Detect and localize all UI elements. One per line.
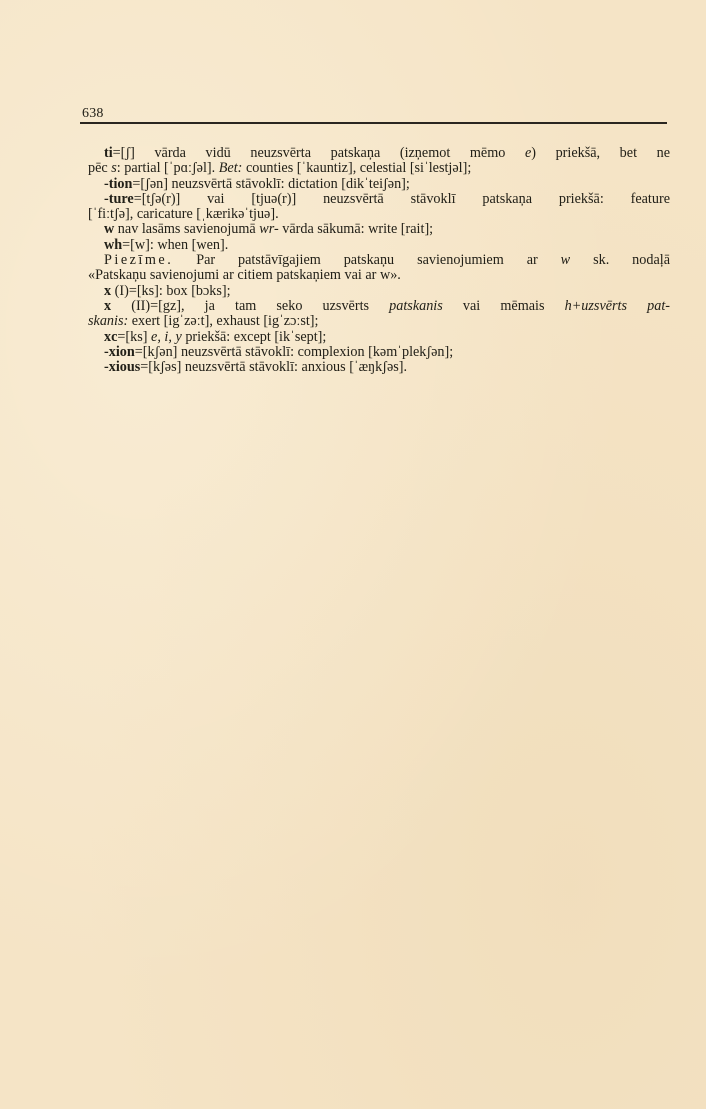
text-line: wh=[w]: when [wen]. — [104, 237, 229, 253]
text-line: -xious=[kʃəs] neuzsvērtā stāvoklī: anxious [ˈæŋkʃəs]. — [104, 360, 408, 376]
page-edge — [706, 0, 712, 1109]
text-line: x (I)=[ks]: box [bɔks]; — [104, 283, 231, 299]
text-line: [ˈfiːtʃə], caricature [ˌkærikəˈtjuə]. — [88, 207, 279, 223]
page-number: 638 — [82, 106, 104, 121]
body-text — [88, 146, 670, 375]
text-line: «Patskaņu savienojumi ar citiem patskaņiem vai ar w». — [88, 268, 401, 284]
text-line: w nav lasāms savienojumā wr- vārda sākumā: write [rait]; — [104, 222, 434, 238]
text-line: -ture=[tʃə(r)] vai [tjuə(r)] neuzsvērtā stāvoklī patskaņa priekšā: feature — [104, 191, 670, 207]
text-line: -xion=[kʃən] neuzsvērtā stāvoklī: complexion [kəmˈplekʃən]; — [104, 344, 454, 360]
text-line: Piezīme. Par patstāvīgajiem patskaņu savienojumiem ar w sk. nodaļā — [104, 253, 670, 269]
text-line: skanis: exert [igˈzəːt], exhaust [igˈzɔːst]; — [88, 314, 319, 330]
text-line: x (II)=[gz], ja tam seko uzsvērts patskanis vai mēmais h+uzsvērts pat- — [104, 298, 670, 314]
text-line: xc=[ks] e, i, y priekšā: except [ikˈsept]; — [104, 329, 327, 345]
text-line: pēc s: partial [ˈpɑːʃəl]. Bet: counties [ˈkauntiz], celestial [siˈlestjəl]; — [88, 161, 472, 177]
text-line: -tion=[ʃən] neuzsvērtā stāvoklī: dictation [dikˈteiʃən]; — [104, 176, 410, 192]
text-line: ti=[ʃ] vārda vidū neuzsvērta patskaņa (izņemot mēmo e) priekšā, bet ne — [104, 146, 670, 161]
header-rule — [80, 122, 667, 124]
